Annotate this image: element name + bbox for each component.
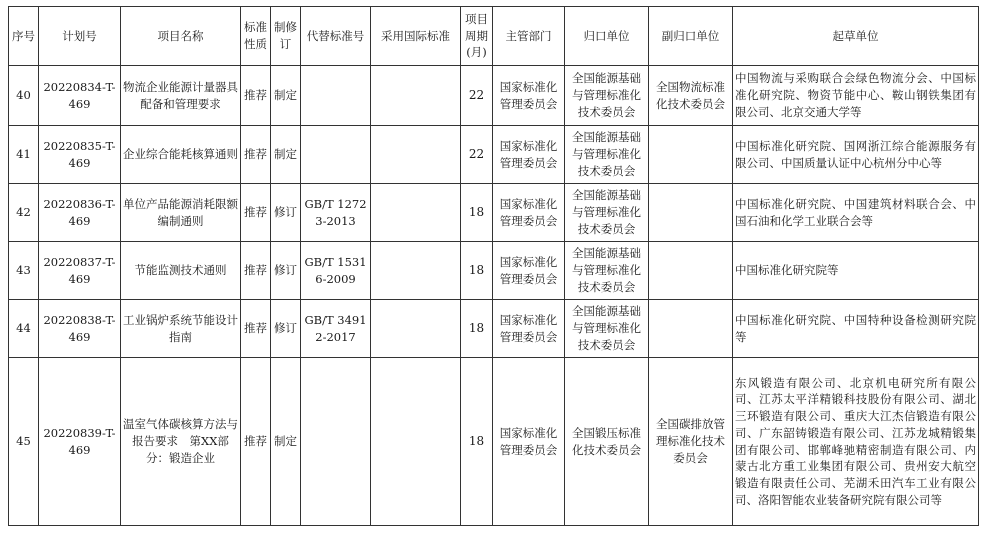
cell-dept: 国家标准化管理委员会 bbox=[493, 358, 565, 526]
table-row bbox=[9, 300, 979, 358]
cell-nature: 推荐 bbox=[241, 358, 271, 526]
cell-period: 18 bbox=[461, 184, 493, 242]
table-row bbox=[9, 126, 979, 184]
table-row bbox=[9, 242, 979, 300]
cell-revise: 修订 bbox=[271, 184, 301, 242]
cell-dept: 国家标准化管理委员会 bbox=[493, 66, 565, 126]
cell-name: 温室气体碳核算方法与报告要求 第XX部分：锻造企业 bbox=[121, 358, 241, 526]
cell-intl bbox=[371, 300, 461, 358]
cell-drafter: 中国标准化研究院、中国建筑材料联合会、中国石油和化学工业联合会等 bbox=[733, 184, 979, 242]
cell-unit: 全国能源基础与管理标准化技术委员会 bbox=[565, 242, 649, 300]
cell-unit: 全国能源基础与管理标准化技术委员会 bbox=[565, 184, 649, 242]
cell-intl bbox=[371, 242, 461, 300]
cell-seq: 43 bbox=[9, 242, 39, 300]
cell-replace: GB/T 34912-2017 bbox=[301, 300, 371, 358]
cell-drafter: 中国标准化研究院、中国特种设备检测研究院等 bbox=[733, 300, 979, 358]
cell-subunit: 全国物流标准化技术委员会 bbox=[649, 66, 733, 126]
header-replace: 代替标准号 bbox=[301, 7, 371, 66]
cell-revise: 制定 bbox=[271, 358, 301, 526]
cell-name: 节能监测技术通则 bbox=[121, 242, 241, 300]
standards-plan-table bbox=[8, 6, 979, 526]
cell-name: 工业锅炉系统节能设计指南 bbox=[121, 300, 241, 358]
cell-subunit bbox=[649, 300, 733, 358]
cell-drafter: 中国物流与采购联合会绿色物流分会、中国标准化研究院、物资节能中心、鞍山钢铁集团有限公司、北京交通大学等 bbox=[733, 66, 979, 126]
cell-subunit bbox=[649, 184, 733, 242]
cell-seq: 41 bbox=[9, 126, 39, 184]
cell-period: 22 bbox=[461, 126, 493, 184]
header-name: 项目名称 bbox=[121, 7, 241, 66]
cell-nature: 推荐 bbox=[241, 242, 271, 300]
cell-unit: 全国能源基础与管理标准化技术委员会 bbox=[565, 126, 649, 184]
cell-drafter: 中国标准化研究院、国网浙江综合能源服务有限公司、中国质量认证中心杭州分中心等 bbox=[733, 126, 979, 184]
cell-seq: 40 bbox=[9, 66, 39, 126]
cell-seq: 42 bbox=[9, 184, 39, 242]
cell-intl bbox=[371, 184, 461, 242]
cell-plan-no: 20220837-T-469 bbox=[39, 242, 121, 300]
cell-revise: 制定 bbox=[271, 66, 301, 126]
cell-drafter: 东风锻造有限公司、北京机电研究所有限公司、江苏太平洋精锻科技股份有限公司、湖北三环锻造有限公司、重庆大江杰信锻造有限公司、广东韶铸锻造有限公司、江苏龙城精锻集团有限公司、邯郸峰驰精密制造有限公司、内蒙古北方重工业集团有限公司、贵州安大航空锻造有限责任公司、芜湖禾田汽车工业有限公司、洛阳智能农业装备研究院有限公司等 bbox=[733, 358, 979, 526]
header-subunit: 副归口单位 bbox=[649, 7, 733, 66]
cell-period: 22 bbox=[461, 66, 493, 126]
cell-replace bbox=[301, 126, 371, 184]
cell-replace bbox=[301, 66, 371, 126]
cell-subunit: 全国碳排放管理标准化技术委员会 bbox=[649, 358, 733, 526]
table-row bbox=[9, 184, 979, 242]
cell-nature: 推荐 bbox=[241, 66, 271, 126]
cell-plan-no: 20220838-T-469 bbox=[39, 300, 121, 358]
header-revise: 制修订 bbox=[271, 7, 301, 66]
cell-name: 单位产品能源消耗限额编制通则 bbox=[121, 184, 241, 242]
header-nature: 标准性质 bbox=[241, 7, 271, 66]
cell-unit: 全国能源基础与管理标准化技术委员会 bbox=[565, 300, 649, 358]
cell-dept: 国家标准化管理委员会 bbox=[493, 242, 565, 300]
cell-plan-no: 20220835-T-469 bbox=[39, 126, 121, 184]
header-plan-no: 计划号 bbox=[39, 7, 121, 66]
cell-unit: 全国锻压标准化技术委员会 bbox=[565, 358, 649, 526]
table-row bbox=[9, 66, 979, 126]
cell-replace: GB/T 15316-2009 bbox=[301, 242, 371, 300]
cell-intl bbox=[371, 358, 461, 526]
cell-dept: 国家标准化管理委员会 bbox=[493, 184, 565, 242]
cell-revise: 修订 bbox=[271, 242, 301, 300]
cell-period: 18 bbox=[461, 242, 493, 300]
cell-seq: 45 bbox=[9, 358, 39, 526]
header-row bbox=[9, 7, 979, 66]
cell-subunit bbox=[649, 126, 733, 184]
cell-dept: 国家标准化管理委员会 bbox=[493, 300, 565, 358]
cell-plan-no: 20220834-T-469 bbox=[39, 66, 121, 126]
cell-drafter: 中国标准化研究院等 bbox=[733, 242, 979, 300]
cell-name: 物流企业能源计量器具配备和管理要求 bbox=[121, 66, 241, 126]
cell-name: 企业综合能耗核算通则 bbox=[121, 126, 241, 184]
cell-nature: 推荐 bbox=[241, 184, 271, 242]
cell-period: 18 bbox=[461, 358, 493, 526]
cell-plan-no: 20220839-T-469 bbox=[39, 358, 121, 526]
header-drafter: 起草单位 bbox=[733, 7, 979, 66]
cell-seq: 44 bbox=[9, 300, 39, 358]
header-seq: 序号 bbox=[9, 7, 39, 66]
header-intl: 采用国际标准 bbox=[371, 7, 461, 66]
header-unit: 归口单位 bbox=[565, 7, 649, 66]
cell-period: 18 bbox=[461, 300, 493, 358]
cell-plan-no: 20220836-T-469 bbox=[39, 184, 121, 242]
cell-intl bbox=[371, 126, 461, 184]
cell-nature: 推荐 bbox=[241, 126, 271, 184]
cell-dept: 国家标准化管理委员会 bbox=[493, 126, 565, 184]
table-row bbox=[9, 358, 979, 526]
header-dept: 主管部门 bbox=[493, 7, 565, 66]
cell-unit: 全国能源基础与管理标准化技术委员会 bbox=[565, 66, 649, 126]
cell-revise: 制定 bbox=[271, 126, 301, 184]
cell-nature: 推荐 bbox=[241, 300, 271, 358]
cell-intl bbox=[371, 66, 461, 126]
cell-replace: GB/T 12723-2013 bbox=[301, 184, 371, 242]
cell-subunit bbox=[649, 242, 733, 300]
header-period: 项目周期(月) bbox=[461, 7, 493, 66]
cell-replace bbox=[301, 358, 371, 526]
cell-revise: 修订 bbox=[271, 300, 301, 358]
